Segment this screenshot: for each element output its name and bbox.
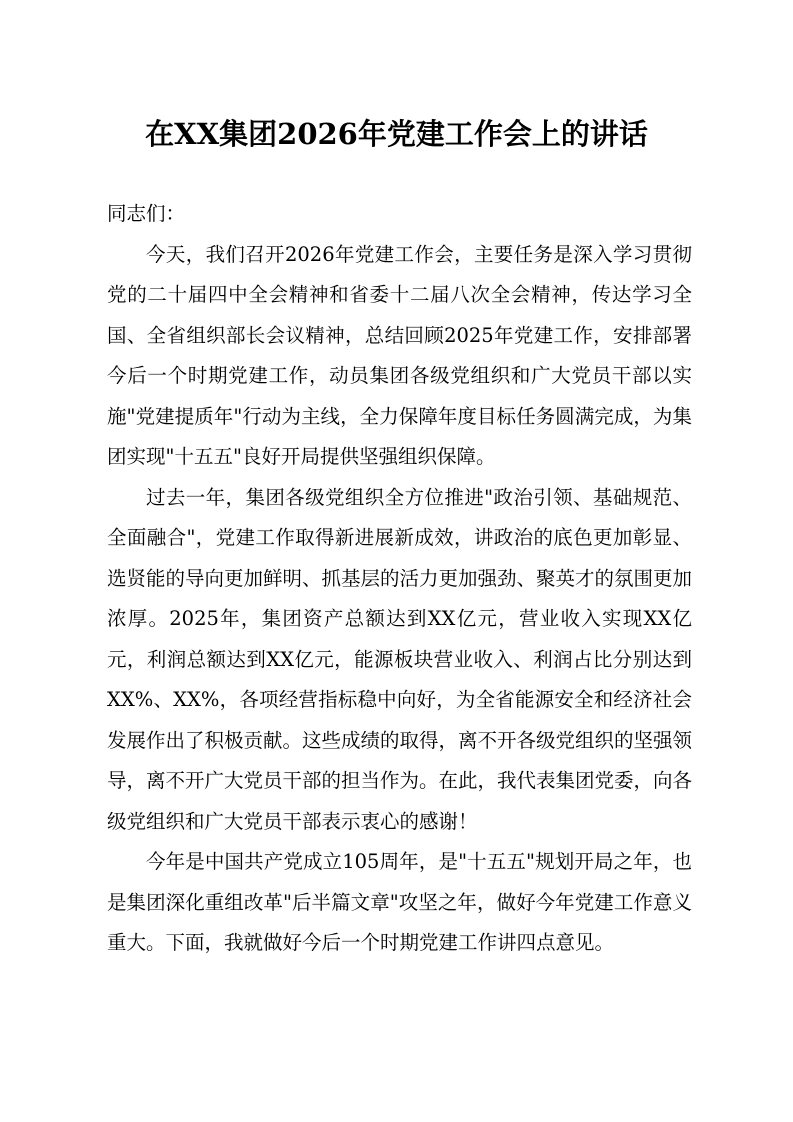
document-body	[107, 194, 692, 964]
salutation: 同志们：	[107, 202, 186, 225]
paragraph-significance: 今年是中国共产党成立105周年，是"十五五"规划开局之年，也是集团深化重组改革"后半篇文章"攻坚之年，做好今年党建工作意义重大。下面，我就做好今后一个时期党建工作讲四点意见。	[107, 850, 692, 954]
document-title: 在XX集团2026年党建工作会上的讲话	[145, 117, 648, 151]
paragraph-intro: 今天，我们召开2026年党建工作会，主要任务是深入学习贯彻党的二十届四中全会精神和省委十二届八次全会精神，传达学习全国、全省组织部长会议精神，总结回顾2025年党建工作，安排部署今后一个时期党建工作，动员集团各级党组织和广大党员干部以实施"党建提质年"行动为主线，全力保障年度目标任务圆满完成，为集团实现"十五五"良好开局提供坚强组织保障。	[107, 242, 692, 468]
paragraph-review: 过去一年，集团各级党组织全方位推进"政治引领、基础规范、全面融合"，党建工作取得新进展新成效，讲政治的底色更加彰显、选贤能的导向更加鲜明、抓基层的活力更加强劲、聚英才的氛围更加浓厚。2025年，集团资产总额达到XX亿元，营业收入实现XX亿元，利润总额达到XX亿元，能源板块营业收入、利润占比分别达到XX%、XX%，各项经营指标稳中向好，为全省能源安全和经济社会发展作出了积极贡献。这些成绩的取得，离不开各级党组织的坚强领导，离不开广大党员干部的担当作为。在此，我代表集团党委，向各级党组织和广大党员干部表示衷心的感谢！	[107, 485, 693, 833]
